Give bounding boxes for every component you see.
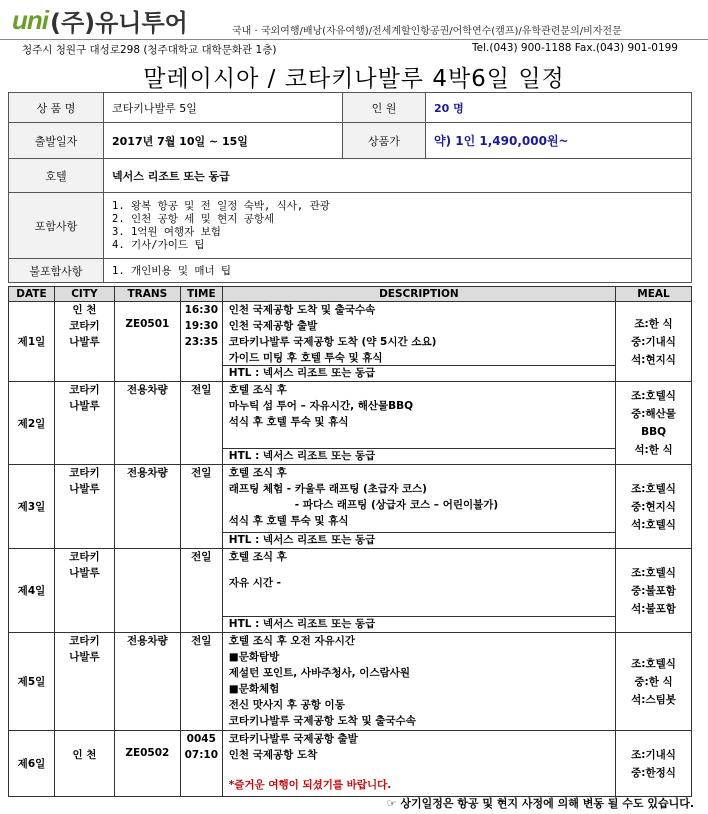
included-label: 포함사항 (9, 193, 104, 259)
meal-line: 조:호텔식 (631, 390, 676, 402)
itinerary-day-row (9, 382, 692, 465)
city-line: 나발루 (69, 651, 100, 663)
city-line: 코타키 (69, 467, 100, 479)
logo-uni-mark: uni (12, 4, 48, 35)
meal-line: 조:호텔식 (631, 482, 676, 495)
product-info-table (8, 92, 692, 283)
itinerary-day-row (9, 549, 692, 633)
meal-line: 중:기내식 (631, 335, 676, 348)
desc-line: ■문화탐방 (228, 651, 280, 663)
day-time: 전일 (180, 549, 222, 633)
day-time: 전일 (180, 465, 222, 549)
city-line: 나발루 (69, 567, 100, 579)
desc-line: 석식 후 호텔 투숙 및 휴식 (228, 515, 349, 527)
col-meal: MEAL (616, 287, 692, 302)
price-value: 약) 1인 1,490,000원~ (426, 123, 692, 159)
price-label: 상품가 (343, 123, 426, 159)
city-line: 나발루 (69, 336, 100, 348)
day-label: 제3일 (9, 465, 55, 549)
desc-spacer (229, 565, 609, 575)
day-trans: 전용차량 (114, 465, 180, 549)
hotel-label: 호텔 (9, 159, 104, 193)
meal-line: 조:기내식 (631, 748, 676, 761)
meal-line: 조:호텔식 (631, 566, 676, 579)
included-item: 3. 1억원 여행자 보험 (112, 225, 221, 238)
desc-line: 인천 국제공항 도착 (228, 749, 318, 761)
col-trans: TRANS (114, 287, 180, 302)
city-line: 코타키 (69, 635, 100, 647)
day-description (222, 382, 615, 465)
meal-line: 석:불포함 (631, 602, 676, 615)
page-header (0, 0, 708, 40)
day-description (222, 549, 615, 633)
meal-line: BBQ (641, 426, 666, 438)
col-city: CITY (54, 287, 114, 302)
desc-line: 코타키나발루 국제공항 출발 (228, 733, 358, 745)
desc-spacer (229, 763, 609, 777)
desc-line: 코타키나발루 국제공항 도착 (약 5시간 소요) (228, 336, 437, 348)
day-meal (616, 382, 692, 465)
day-meal (616, 633, 692, 731)
day-description (222, 302, 615, 382)
city-line: 인 천 (72, 304, 97, 316)
time-line: 23:35 (184, 336, 219, 348)
desc-line: 제설턴 포인트, 사바주청사, 이스람사원 (228, 667, 411, 679)
hotel-line: HTL : 넥서스 리조트 또는 동급 (223, 448, 615, 464)
day-label: 제2일 (9, 382, 55, 465)
day-label: 제6일 (9, 731, 55, 797)
meal-line: 석:호텔식 (631, 518, 676, 531)
meal-line: 중:해산물 (631, 408, 676, 420)
time-line: 19:30 (184, 320, 219, 332)
hotel-line: HTL : 넥서스 리조트 또는 동급 (223, 365, 615, 381)
desc-line: ■문화체험 (228, 683, 280, 695)
product-label: 상 품 명 (9, 93, 104, 123)
itinerary-header-row (9, 287, 692, 302)
included-item: 2. 인천 공항 세 및 현지 공항세 (112, 212, 275, 225)
desc-line: 인천 국제공항 출발 (228, 320, 318, 332)
meal-line: 중:한 식 (634, 675, 673, 688)
day-time (180, 731, 222, 797)
meal-line: 석:현지식 (631, 353, 676, 366)
desc-line: 래프팅 체험 - 카울루 래프팅 (초급자 코스) (228, 483, 427, 495)
day-city (54, 382, 114, 465)
day-description (222, 633, 615, 731)
desc-line: 호텔 조식 후 (228, 384, 287, 396)
depart-label: 출발일자 (9, 123, 104, 159)
meal-line: 중:한정식 (631, 766, 676, 779)
meal-line: 중:불포함 (631, 584, 676, 597)
header-divider (0, 39, 708, 40)
hotel-value: 넥서스 리조트 또는 동급 (104, 159, 692, 193)
day-label: 제1일 (9, 302, 55, 382)
company-tagline: 국내 · 국외여행/배낭(자유여행)/전세계할인항공권/어학연수(캠프)/유학관련문의/비자전문 (232, 26, 622, 37)
col-date: DATE (9, 287, 55, 302)
excluded-label: 불포함사항 (9, 259, 104, 283)
meal-line: 조:호텔식 (631, 657, 676, 670)
people-label: 인 원 (343, 93, 426, 123)
day-city (54, 302, 114, 382)
desc-line: - 파다스 래프팅 (상급자 코스 – 어린이불가) (294, 499, 499, 511)
city-line: 코타키 (69, 320, 100, 332)
meal-line: 석:한 식 (634, 444, 673, 456)
day-description (222, 731, 615, 797)
included-item: 1. 왕복 항공 및 전 일정 숙박, 식사, 관광 (112, 199, 330, 212)
included-item: 4. 기사/가이드 팁 (112, 238, 205, 251)
closing-note: *즐거운 여행이 되셨기를 바랍니다. (228, 779, 392, 791)
day-label: 제4일 (9, 549, 55, 633)
city-line: 나발루 (69, 400, 100, 412)
included-list (104, 193, 692, 259)
day-city: 인 천 (54, 731, 114, 797)
day-city (54, 465, 114, 549)
company-address: 청주시 청원구 대성로298 (청주대학교 대학문화관 1층) (22, 44, 277, 56)
time-line: 16:30 (184, 304, 219, 316)
day-city (54, 633, 114, 731)
excluded-value: 1. 개인비용 및 매너 팁 (104, 259, 692, 283)
desc-line: 호텔 조식 후 (228, 551, 287, 563)
itinerary-day-row (9, 633, 692, 731)
meal-line: 조:한 식 (634, 317, 673, 330)
day-meal (616, 731, 692, 797)
desc-line: 석식 후 호텔 투숙 및 휴식 (228, 416, 349, 428)
city-line: 코타키 (69, 551, 100, 563)
desc-line: 인천 국제공항 도착 및 출국수속 (228, 304, 376, 316)
desc-line: 전신 맛사지 후 공항 이동 (228, 699, 345, 711)
day-description (222, 465, 615, 549)
itinerary-table (8, 286, 692, 797)
day-trans: 전용차량 (114, 382, 180, 465)
company-tel: Tel.(043) 900-1188 Fax.(043) 901-0199 (472, 42, 678, 54)
day-meal (616, 549, 692, 633)
page-title: 말레이시아 / 코타키나발루 4박6일 일정 (143, 66, 565, 92)
desc-line: 가이드 미팅 후 호텔 투숙 및 휴식 (228, 352, 383, 364)
itinerary-day-row (9, 302, 692, 382)
hotel-line: HTL : 넥서스 리조트 또는 동급 (223, 532, 615, 548)
day-time: 전일 (180, 633, 222, 731)
people-value: 20 명 (426, 93, 692, 123)
city-line: 코타키 (69, 384, 100, 396)
day-trans: 전용차량 (114, 633, 180, 731)
day-time (180, 302, 222, 382)
desc-line: 호텔 조식 후 오전 자유시간 (228, 635, 355, 647)
day-trans: ZE0502 (114, 731, 180, 797)
day-trans (114, 549, 180, 633)
day-meal (616, 465, 692, 549)
hotel-line: HTL : 넥서스 리조트 또는 동급 (223, 616, 615, 632)
company-logo (12, 4, 188, 36)
time-line: 07:10 (184, 749, 219, 761)
desc-line: 코타키나발루 국제공항 도착 및 출국수속 (228, 715, 416, 727)
day-trans: ZE0501 (114, 302, 180, 382)
itinerary-day-row (9, 731, 692, 797)
meal-line: 석:스팀봇 (631, 693, 676, 706)
itinerary-day-row (9, 465, 692, 549)
desc-line: 호텔 조식 후 (228, 467, 287, 479)
desc-line: 마누틱 섬 투어 – 자유시간, 해산물BBQ (228, 400, 414, 412)
time-line: 0045 (186, 733, 216, 745)
city-line: 나발루 (69, 483, 100, 495)
day-meal (616, 302, 692, 382)
footer-notice: ☞ 상기일정은 항공 및 현지 사정에 의해 변동 될 수도 있습니다. (386, 797, 694, 810)
company-name: (주)유니투어 (50, 8, 188, 37)
day-time: 전일 (180, 382, 222, 465)
col-time: TIME (180, 287, 222, 302)
product-value: 코타키나발루 5일 (104, 93, 343, 123)
day-city (54, 549, 114, 633)
depart-value: 2017년 7월 10일 ~ 15일 (104, 123, 343, 159)
desc-line: 자유 시간 - (228, 577, 282, 589)
meal-line: 중:현지식 (631, 500, 676, 513)
day-label: 제5일 (9, 633, 55, 731)
col-description: DESCRIPTION (222, 287, 615, 302)
